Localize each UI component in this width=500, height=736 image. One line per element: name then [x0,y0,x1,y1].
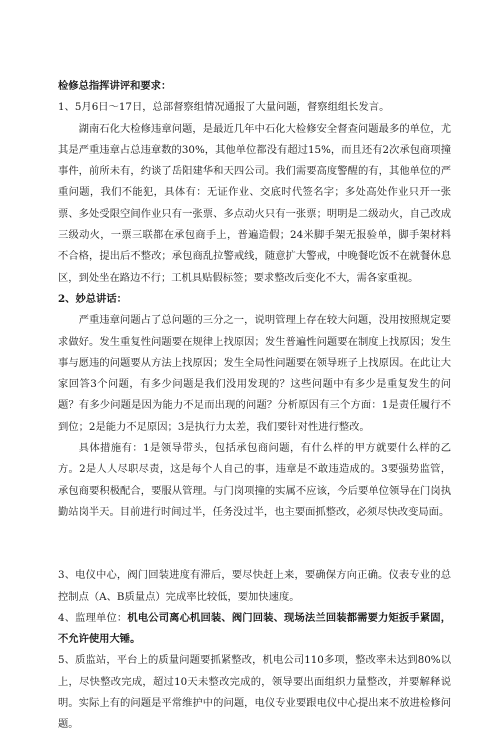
document-title: 检修总指挥讲评和要求： [58,80,172,92]
item-4 [58,608,451,651]
paragraph-2: 严重违章问题占了总问题的三分之一，说明管理上存在较大问题，没用按照规定要求做好。发生重复性问题要在规律上找原因；发生普遍性问题要在制度上找原因；发生事与愿违的问题要从方法上找原因；发生全局性问题要在领导班子上找原因。在此让大家回答3个问题，有多少问题是我们没用发现的？这些问题中有多少是重复发生的问题？有多少问题是因为能力不足而出现的问题？分析原因有三个方面：1是责任履行不到位；2是能力不足原因；3是执行力太差，我们要针对性进行整改。 [58,314,451,433]
document-body [58,76,451,736]
item-1: 1、5月6日～17日，总部督察组情况通报了大量问题，督察组组长发言。 [58,101,390,114]
item-5: 5、质监站，平台上的质量问题要抓紧整改，机电公司110多项，整改率未达到80%以上，尽快整改完成，超过10天未整改完成的，领导要出面组织力量整改，并要解释说明。实际上有的问题是平常维护中的问题，电仪专业要跟电仪中心提出来不放进检修问题。 [58,654,451,731]
paragraph-1: 湖南石化大检修违章问题，是最近几年中石化大检修安全督查问题最多的单位，尤其是严重违章占总违章数的30%，其他单位都没有超过15%，而且还有2次承包商项撞事件，前所未有，约谈了岳阳建华和天四公司。我们需要高度警醒的有，其他单位的严重问题，我们不能犯，具体有：无证作业、交底时代签名字；多处高处作业只开一张票、多处受限空间作业只有一张票、多点动火只有一张票；明明是二级动火，自己改成三级动火，一票三联都在承包商手上，普遍造假；24米脚手架无报验单，脚手架材料不合格，提出后不整改；承包商乱拉警戒线，随意扩大警戒，中晚餐吃饭不在就餐休息区，到处坐在路边不行；工机具贴假标签；要求整改后变化不大，需各家重视。 [58,122,451,284]
item-3: 3、电仪中心，阀门回装进度有滞后，要尽快赶上来，要确保方向正确。仪表专业的总控制点（A、B质量点）完成率比较低，要加快速度。 [58,569,451,603]
blank-gap [58,523,451,565]
paragraph-3: 具体措施有：1是领导带头，包括承包商问题，有什么样的甲方就要什么样的乙方。2是人人尽职尽责，这是每个人自己的事，违章是不敢违造成的。3要强势监管，承包商要积极配合，要服从管理。与门岗项撞的实属不应该，今后要单位领导在门岗执勤站岗半天。目前进行时间过半，任务没过半，也主要面抓整改，必须尽快改变局面。 [58,442,451,518]
item-4-bold-text: 机电公司离心机回装、阀门回装、现场法兰回装都需要力矩扳手紧固，不允许使用大锤。 [58,611,451,646]
item-4-prefix: 4、监理单位： [58,611,128,624]
item-2-heading: 2、妙总讲话： [58,292,127,305]
